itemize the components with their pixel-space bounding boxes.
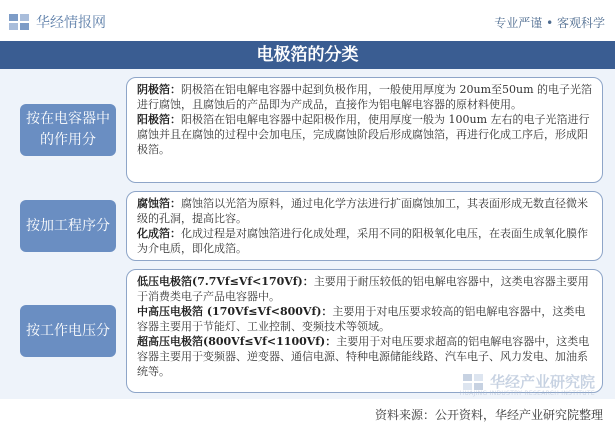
item-text: 阳极箔在铝电解电容器中起阳极作用，使用厚度一般为 100um 左右的电子光箔进行腐蚀并且在腐蚀的过程中会加电压，完成腐蚀阶段后形成腐蚀箔，再进行化成工序后，形成阳极箔。 (137, 113, 590, 156)
item-term: 阴极箔： (137, 83, 181, 96)
category-label: 按工作电压分 (20, 305, 116, 357)
item-text: 主要用于耐压较低的铝电解电容器中，这类电容器主要用于消费类电子产品电容器中。 (137, 275, 589, 303)
header (0, 0, 615, 40)
section-by-function (0, 77, 615, 183)
watermark-subtext: HUAJING INDUSTRY RESEARCH INSTITUTE (459, 390, 595, 397)
item-term: 超高压电极箔(800Vf≤Vf<1100Vf)： (137, 335, 337, 348)
section-by-process (0, 191, 615, 261)
item-formed-foil (137, 226, 592, 256)
item-term: 低压电极箔(7.7Vf≤Vf<170Vf)： (137, 275, 314, 288)
page-title: 电极箔的分类 (0, 41, 615, 69)
section-card (126, 77, 603, 183)
item-text: 主要用于对电压要求超高的铝电解电容器中，这类电容器主要用于变频器、逆变器、通信电源、特种电源储能线路、汽车电子、风力发电、加油系统等。 (137, 335, 590, 378)
item-term: 腐蚀箔： (137, 197, 181, 210)
classification-table (0, 69, 615, 399)
item-text: 腐蚀箔以光箔为原料，通过电化学方法进行扩面腐蚀加工，其表面形成无数直径微米级的孔洞，提高比容。 (137, 197, 588, 225)
item-etched-foil (137, 196, 592, 226)
item-anode-foil (137, 112, 592, 157)
item-text: 阴极箔在铝电解电容器中起到负极作用，一般使用厚度为 20um至50um 的电子光箔进行腐蚀，且腐蚀后的产品即为产成品，直接作为铝电解电容器的原材料使用。 (137, 83, 593, 111)
slogan: 专业严谨 • 客观科学 (494, 16, 605, 30)
item-text: 化成过程是对腐蚀箔进行化成处理，采用不同的阳极氧化电压，在表面生成氧化膜作为介电质，即化成箔。 (137, 227, 588, 255)
item-mid-high-voltage-foil (137, 304, 592, 334)
item-term: 中高压电极箔 (170Vf≤Vf<800Vf)： (137, 305, 333, 318)
item-term: 阳极箔： (137, 113, 181, 126)
category-label: 按加工程序分 (20, 200, 116, 252)
category-label: 按在电容器中的作用分 (20, 104, 116, 156)
footer (0, 399, 615, 431)
watermark-logo-icon (462, 373, 484, 391)
brand-name: 华经情报网 (36, 15, 106, 31)
item-cathode-foil (137, 82, 592, 112)
watermark (459, 371, 595, 397)
brand-logo (8, 12, 106, 32)
item-low-voltage-foil (137, 274, 592, 304)
watermark-text: 华经产业研究院 (489, 373, 595, 391)
source-note: 资料来源：公开资料，华经产业研究院整理 (374, 408, 603, 422)
brand-logo-icon (8, 13, 30, 31)
item-term: 化成箔： (137, 227, 181, 240)
section-card (126, 191, 603, 261)
item-text: 主要用于对电压要求较高的铝电解电容器中，这类电容器主要用于节能灯、工业控制、变频技术等领域。 (137, 305, 586, 333)
